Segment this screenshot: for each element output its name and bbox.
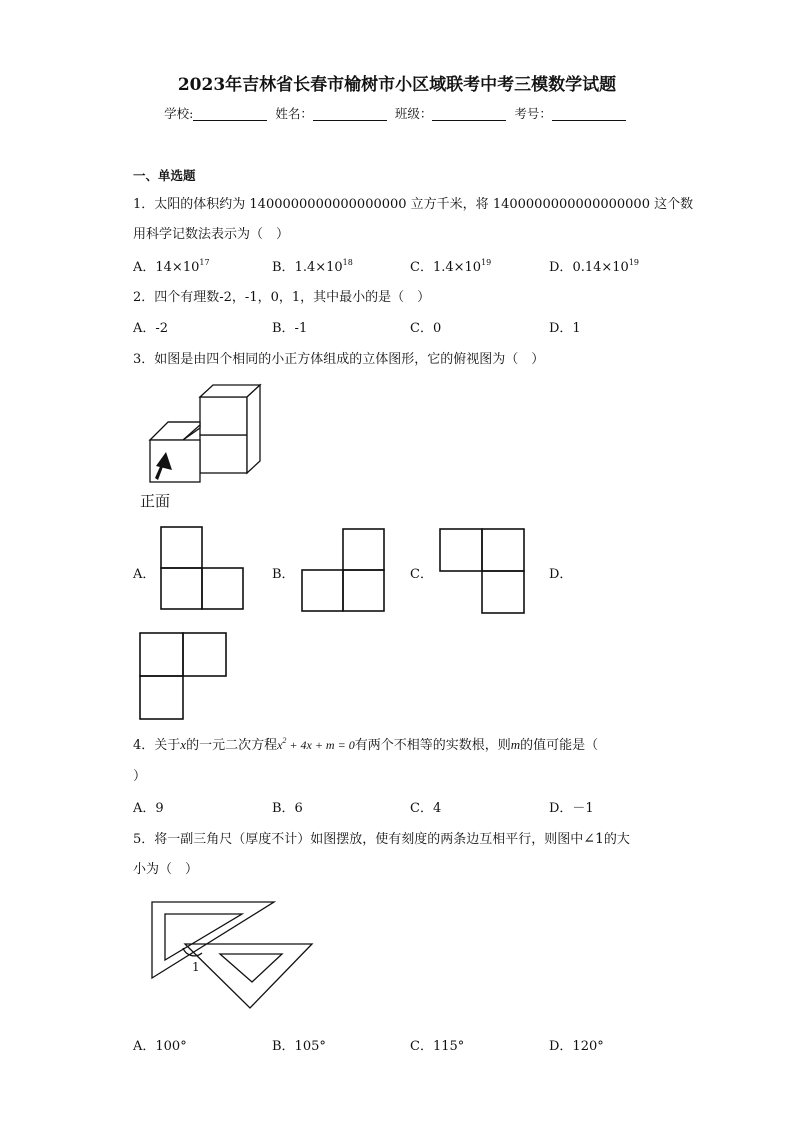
q5-option-b[interactable]: B．105° [272, 1039, 326, 1054]
cube-top-front [200, 397, 247, 435]
angle-1-label: 1 [192, 960, 200, 974]
page-title: 2023年吉林省长春市榆树市小区域联考中考三模数学试题 [177, 75, 617, 95]
q2-stem: 2．四个有理数-2，-1，0，1，其中最小的是（ ） [133, 290, 431, 305]
q3-option-b-figure[interactable] [302, 529, 386, 613]
class-label: 班级： [394, 106, 433, 121]
q3-option-a-figure[interactable] [161, 527, 245, 611]
number-blank[interactable] [552, 107, 626, 121]
number-label: 考号： [514, 106, 552, 121]
q4-stem-line1: 4．关于x的一元二次方程$x^2 + 4x + m = 0$有两个不相等的实数根，则m的值可能是（ [133, 736, 599, 753]
q3-cube-figure [138, 380, 268, 490]
q4-option-d[interactable]: D．－1 [549, 801, 594, 816]
q2-option-a[interactable]: A．-2 [133, 321, 169, 336]
q3-option-a-label[interactable]: A． [133, 567, 156, 582]
q2-option-c[interactable]: C．0 [410, 321, 442, 336]
q5-option-a[interactable]: A．100° [133, 1039, 187, 1054]
q3-option-b-label[interactable]: B． [272, 567, 295, 582]
q4-stem-line2: ） [133, 769, 147, 784]
school-blank[interactable] [193, 107, 267, 121]
section-heading: 一、单选题 [133, 168, 196, 183]
q3-option-d-label[interactable]: D． [549, 567, 573, 582]
name-blank[interactable] [313, 107, 387, 121]
q3-option-c-label[interactable]: C． [410, 567, 433, 582]
class-blank[interactable] [432, 107, 506, 121]
q4-option-b[interactable]: B．6 [272, 801, 303, 816]
cube-front-right [200, 435, 247, 473]
q1-option-b[interactable]: B．$1.4\times 10^{18}$ [272, 258, 353, 275]
front-view-label: 正面 [140, 492, 171, 510]
q5-option-d[interactable]: D．120° [549, 1039, 604, 1054]
q4-option-c[interactable]: C．4 [410, 801, 442, 816]
q5-stem-line2: 小为（ ） [133, 862, 199, 877]
q5-triangle-figure [140, 898, 320, 1013]
q4-option-a[interactable]: A．9 [133, 801, 164, 816]
q1-option-d[interactable]: D．$0.14\times 10^{19}$ [549, 258, 640, 275]
q2-option-b[interactable]: B．-1 [272, 321, 308, 336]
student-info-line [0, 104, 794, 122]
q3-option-c-figure[interactable] [440, 529, 526, 615]
q5-option-c[interactable]: C．115° [410, 1039, 465, 1054]
school-label: 学校: [164, 106, 194, 121]
q5-stem-line1: 5．将一副三角尺（厚度不计）如图摆放，使有刻度的两条边互相平行，则图中∠1的大 [133, 831, 630, 847]
q1-stem-line2: 用科学记数法表示为（ ） [133, 227, 290, 242]
q1-option-a[interactable]: A．$14\times 10^{17}$ [133, 258, 210, 275]
name-label: 姓名： [275, 106, 313, 121]
q2-option-d[interactable]: D．1 [549, 321, 581, 336]
q3-option-d-figure[interactable] [140, 633, 228, 721]
cube-right-side [247, 385, 260, 473]
q1-stem-line1: 1．太阳的体积约为 1400000000000000000 立方千米，将 1400000000000000000 这个数 [133, 197, 694, 212]
q3-stem: 3．如图是由四个相同的小正方体组成的立体图形，它的俯视图为（ ） [133, 352, 545, 367]
q1-option-c[interactable]: C．$1.4\times 10^{19}$ [410, 258, 492, 275]
